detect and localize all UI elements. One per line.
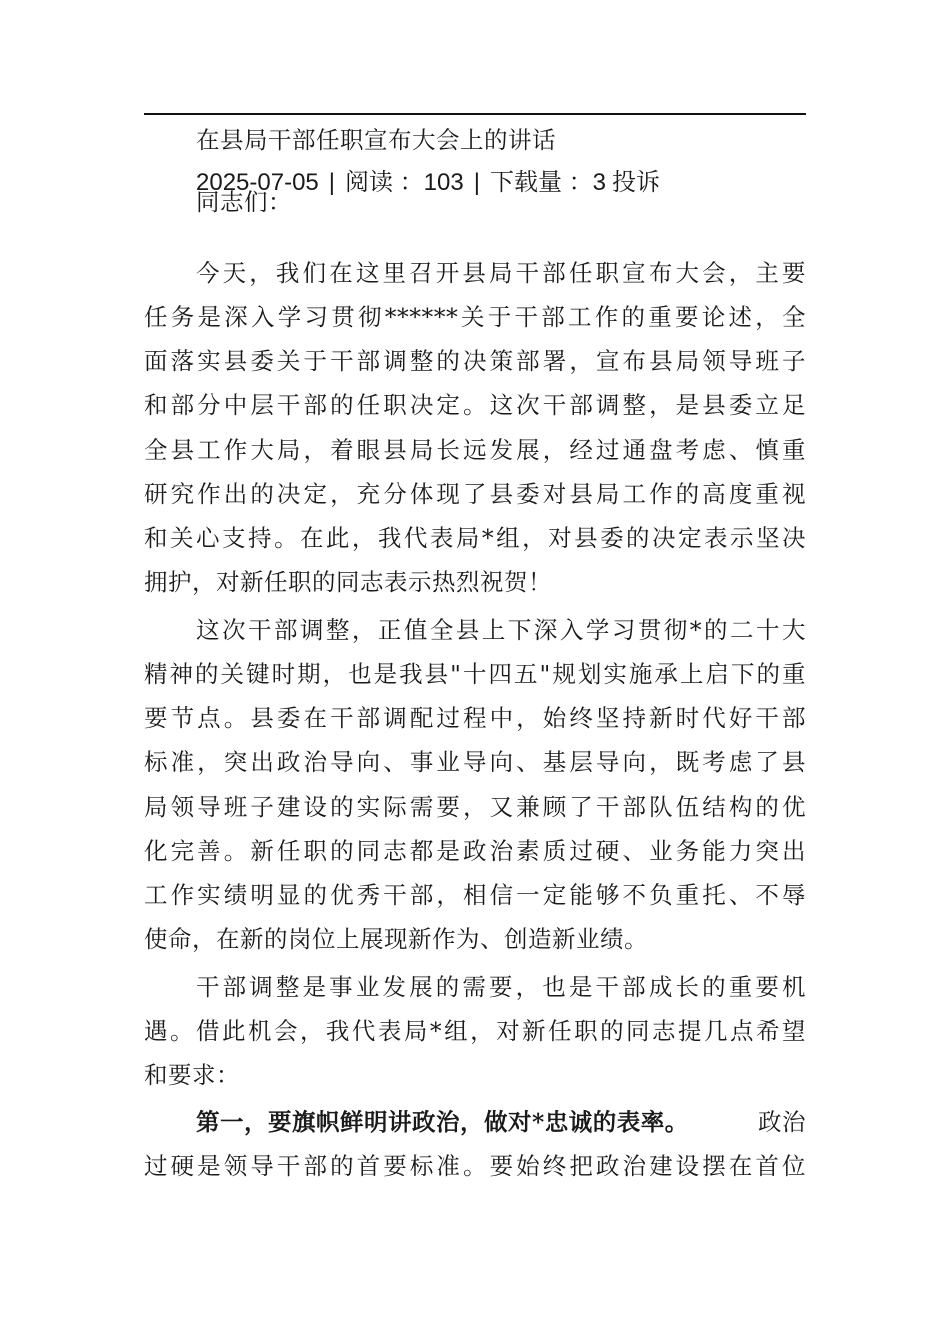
- section-heading-line: [196, 1102, 806, 1142]
- body-line: 要节点。县委在干部调配过程中，始终坚持新时代好干部: [144, 704, 806, 732]
- body-line: 研究作出的决定，充分体现了县委对县局工作的高度重视: [144, 480, 806, 508]
- downloads-count: 3: [592, 169, 606, 196]
- body-line: 这次干部调整，正值全县上下深入学习贯彻*的二十大: [196, 616, 806, 644]
- body-line: 局领导班子建设的实际需要，又兼顾了干部队伍结构的优: [144, 793, 806, 821]
- body-line: 全县工作大局，着眼县局长远发展，经过通盘考虑、慎重: [144, 436, 806, 464]
- body-line: 任务是深入学习贯彻******关于干部工作的重要论述，全: [144, 303, 806, 331]
- body-line: 精神的关键时期，也是我县"十四五"规划实施承上启下的重: [144, 660, 806, 688]
- body-line: 拥护，对新任职的同志表示热烈祝贺！: [144, 568, 552, 596]
- body-line: 和部分中层干部的任职决定。这次干部调整，是县委立足: [144, 391, 806, 419]
- publish-date: 2025-07-05: [196, 169, 319, 196]
- body-line: 政治: [758, 1108, 806, 1136]
- reads-label: 阅读 ：: [345, 169, 424, 196]
- body-line: 面落实县委关于干部调整的决策部署，宣布县局领导班子: [144, 347, 806, 375]
- document-title: 在县局干部任职宣布大会上的讲话: [196, 126, 556, 154]
- body-line: 标准，突出政治导向、事业导向、基层导向，既考虑了县: [144, 748, 806, 776]
- body-line: 和要求：: [144, 1061, 240, 1089]
- downloads-label: 下载量 ：: [489, 169, 593, 196]
- meta-separator: |: [473, 169, 480, 196]
- body-line: 今天，我们在这里召开县局干部任职宣布大会，主要: [196, 259, 806, 287]
- top-divider: [144, 113, 806, 115]
- salutation: 同志们：: [196, 188, 292, 216]
- body-line: 过硬是领导干部的首要标准。要始终把政治建设摆在首位: [144, 1152, 806, 1180]
- complaint-link[interactable]: 投诉: [611, 169, 660, 196]
- section-heading: 第一，要旗帜鲜明讲政治，做对*忠诚的表率。: [196, 1108, 689, 1136]
- body-line: 和关心支持。在此，我代表局*组，对县委的决定表示坚决: [144, 524, 806, 552]
- body-line: 工作实绩明显的优秀干部，相信一定能够不负重托、不辱: [144, 881, 806, 909]
- meta-separator: |: [328, 169, 335, 196]
- body-line: 遇。借此机会，我代表局*组，对新任职的同志提几点希望: [144, 1017, 806, 1045]
- reads-count: 103: [423, 169, 464, 196]
- body-line: 化完善。新任职的同志都是政治素质过硬、业务能力突出: [144, 837, 806, 865]
- body-line: 干部调整是事业发展的需要，也是干部成长的重要机: [196, 973, 806, 1001]
- body-line: 使命，在新的岗位上展现新作为、创造新业绩。: [144, 925, 648, 953]
